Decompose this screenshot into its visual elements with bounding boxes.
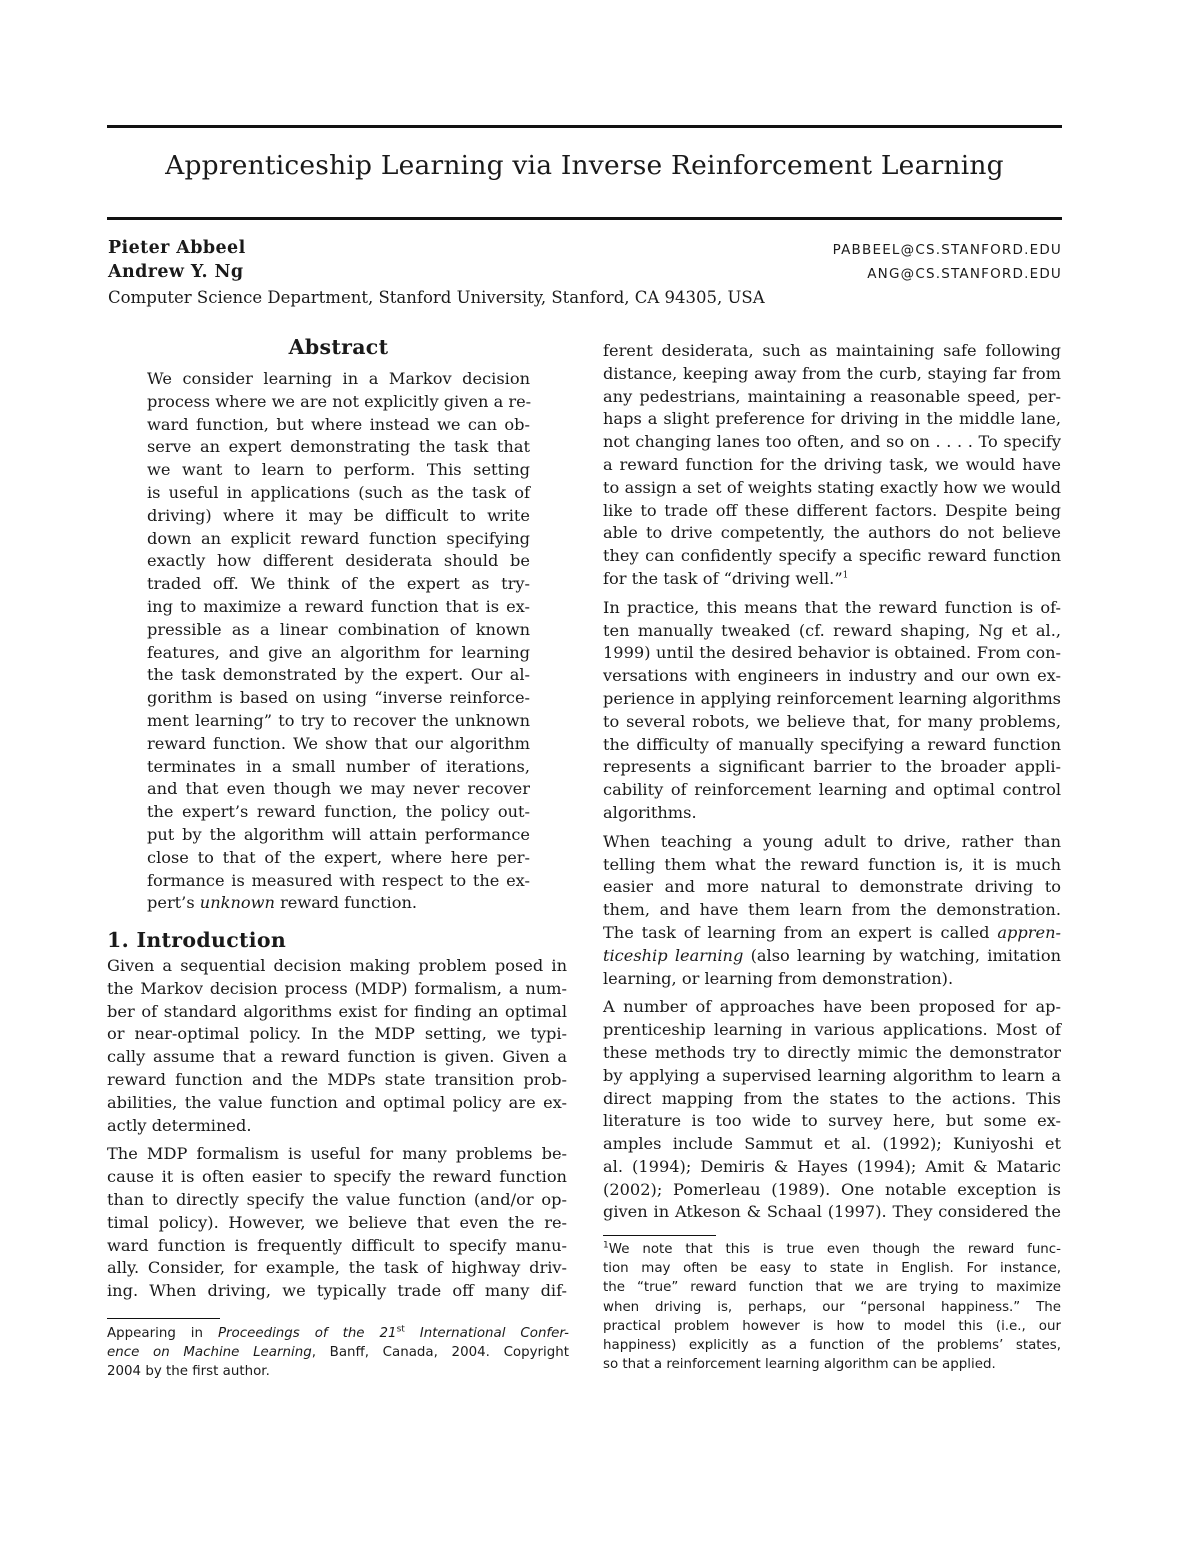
text-line: practical problem however is how to model this (i.e., our xyxy=(603,1318,1061,1334)
abstract-last-line xyxy=(147,892,530,915)
text-run: , Banff, Canada, 2004. Copyright xyxy=(311,1345,569,1361)
paragraph-line xyxy=(603,945,1061,968)
text-line: down an explicit reward function specifying xyxy=(147,528,530,548)
author-name: Pieter Abbeel xyxy=(108,238,246,258)
text-line: direct mapping from the states to the actions. This xyxy=(603,1088,1061,1108)
text-line: close to that of the expert, where here per- xyxy=(147,847,530,867)
text-line: ing. When driving, we typically trade off many dif- xyxy=(107,1281,567,1301)
text-line: prenticeship learning in various applications. Most of xyxy=(603,1020,1061,1040)
text-line: ment learning” to try to recover the unknown xyxy=(147,710,530,730)
text-line: traded off. We think of the expert as try- xyxy=(147,574,530,594)
footnote-marker: 1 xyxy=(603,1240,609,1251)
paragraph-line: learning, or learning from demonstration). xyxy=(603,968,954,988)
text-line: not changing lanes too often, and so on . . . . To specify xyxy=(603,432,1061,452)
footnote-line xyxy=(107,1343,569,1362)
text-run: pert’s xyxy=(147,893,200,913)
right-column xyxy=(603,340,1061,1224)
paragraph xyxy=(603,340,1061,568)
text-line: process where we are not explicitly given a re- xyxy=(147,391,532,411)
abstract-body xyxy=(147,368,530,892)
italic-run: ticeship learning xyxy=(603,945,744,965)
footnote-marker[interactable]: 1 xyxy=(842,570,849,581)
text-line: so that a reinforcement learning algorithm can be applied. xyxy=(603,1357,996,1373)
footnote-appearing-in xyxy=(107,1324,569,1382)
text-line: put by the algorithm will attain performance xyxy=(147,824,530,844)
text-line: represents a significant barrier to the broader appli- xyxy=(603,757,1061,777)
text-line: telling them what the reward function is, it is much xyxy=(603,854,1061,874)
author-email: ANG@CS.STANFORD.EDU xyxy=(867,266,1062,282)
superscript: st xyxy=(396,1324,405,1335)
text-line: reward function. We show that our algorithm xyxy=(147,733,530,753)
paragraph xyxy=(603,996,1061,1224)
text-line: when driving is, perhaps, our “personal happiness.” The xyxy=(603,1299,1061,1315)
text-line: versations with engineers in industry and our own ex- xyxy=(603,666,1061,686)
footnote-lines xyxy=(603,1240,1061,1374)
text-line: actly determined. xyxy=(107,1115,252,1135)
text-line: The task of learning from an expert is called appren- xyxy=(603,922,1061,942)
text-run: Appearing in xyxy=(107,1326,218,1341)
text-line: they can confidently specify a specific reward function xyxy=(603,546,1061,566)
footnote-rule xyxy=(107,1318,220,1319)
text-line: and that even though we may never recover xyxy=(147,779,530,799)
text-line: ferent desiderata, such as maintaining safe following xyxy=(603,341,1061,360)
text-line: ward function, but where instead we can ob- xyxy=(147,414,530,434)
text-line: ing to maximize a reward function that is ex- xyxy=(147,596,530,616)
footnote-1 xyxy=(603,1240,1061,1374)
text-line: Given a sequential decision making problem posed in xyxy=(107,956,567,975)
text-line: we want to learn to perform. This setting xyxy=(147,460,530,480)
text-line: ally. Consider, for example, the task of highway driv- xyxy=(107,1258,567,1278)
text-line: ber of standard algorithms exist for finding an optimal xyxy=(107,1001,567,1021)
text-line: gorithm is based on using “inverse reinforce- xyxy=(147,688,530,708)
text-line: a reward function for the driving task, we would have xyxy=(603,454,1061,474)
text-line: exactly how different desiderata should be xyxy=(147,551,530,571)
text-line: the task demonstrated by the expert. Our al- xyxy=(147,665,530,685)
text-line: easier and more natural to demonstrate driving to xyxy=(603,877,1061,897)
text-line: the “true” reward function that we are trying to maximize xyxy=(603,1280,1061,1296)
text-line: timal policy). However, we believe that even the re- xyxy=(107,1212,567,1232)
paragraph xyxy=(603,597,1061,825)
text-line: the expert’s reward function, the policy out- xyxy=(147,802,530,822)
text-line: or near-optimal policy. In the MDP setting, we typi- xyxy=(107,1024,567,1044)
text-line: the difficulty of manually specifying a reward function xyxy=(603,734,1061,754)
paper-title: Apprenticeship Learning via Inverse Reinforcement Learning xyxy=(165,150,1004,181)
footnote-line xyxy=(107,1324,569,1343)
affiliation: Computer Science Department, Stanford University, Stanford, CA 94305, USA xyxy=(108,288,765,307)
text-line: cability of reinforcement learning and optimal control xyxy=(603,780,1061,800)
footnote-rule xyxy=(603,1235,716,1236)
italic-run: Proceedings of the 21 xyxy=(217,1326,397,1341)
abstract-heading: Abstract xyxy=(288,335,389,359)
text-line: tion may often be easy to state in English. For instance, xyxy=(603,1261,1061,1277)
author-name: Andrew Y. Ng xyxy=(108,262,244,282)
text-line: able to drive competently, the authors do not believe xyxy=(603,523,1061,543)
text-line: literature is too wide to survey here, but some ex- xyxy=(603,1111,1061,1131)
text-line: serve an expert demonstrating the task that xyxy=(147,437,530,457)
text-line: cause it is often easier to specify the reward function xyxy=(107,1167,567,1187)
italic-run: unknown xyxy=(199,893,275,913)
paragraph xyxy=(603,831,1061,991)
text-run: reward function. xyxy=(274,893,418,913)
text-run: (also learning by watching, imitation xyxy=(743,945,1061,965)
text-line: any pedestrians, maintaining a reasonable speed, per- xyxy=(603,386,1061,406)
text-line: distance, keeping away from the curb, staying far from xyxy=(603,363,1061,383)
text-line: In practice, this means that the reward function is of- xyxy=(603,597,1061,617)
paragraph-lines xyxy=(603,831,1061,945)
text-line: to several robots, we believe that, for many problems, xyxy=(603,711,1061,731)
text-line: pressible as a linear combination of known xyxy=(147,619,530,639)
author-email: PABBEEL@CS.STANFORD.EDU xyxy=(832,242,1062,258)
text-line: A number of approaches have been proposed for ap- xyxy=(603,997,1061,1017)
title-top-rule xyxy=(107,125,1062,128)
italic-run: ence on Machine Learning xyxy=(107,1345,312,1361)
text-line: reward function and the MDPs state transition prob- xyxy=(107,1069,567,1089)
text-line: cally assume that a reward function is given. Given a xyxy=(107,1047,567,1067)
text-line: (2002); Pomerleau (1989). One notable exception is xyxy=(603,1179,1061,1199)
text-line: to assign a set of weights stating exactly how we would xyxy=(603,477,1061,497)
text-line: the Markov decision process (MDP) formalism, a num- xyxy=(107,978,567,998)
text-line: happiness) explicitly as a function of the problems’ states, xyxy=(603,1338,1061,1354)
text-line: ward function is frequently difficult to specify manu- xyxy=(107,1235,567,1255)
introduction-section xyxy=(107,925,567,1303)
title-bottom-rule xyxy=(107,217,1062,220)
text-line: 1999) until the desired behavior is obtained. From con- xyxy=(603,643,1061,663)
text-line: amples include Sammut et al. (1992); Kuniyoshi et xyxy=(603,1134,1061,1154)
text-line: perience in applying reinforcement learning algorithms xyxy=(603,688,1061,708)
italic-run: appren- xyxy=(997,922,1061,942)
text-line: given in Atkeson & Schaal (1997). They considered the xyxy=(603,1202,1061,1222)
text-line: ten manually tweaked (cf. reward shaping, Ng et al., xyxy=(603,620,1061,640)
text-line: abilities, the value function and optimal policy are ex- xyxy=(107,1092,567,1112)
text-line: is useful in applications (such as the task of xyxy=(147,482,530,502)
footnote-line: 2004 by the first author. xyxy=(107,1364,270,1380)
section-heading: 1. Introduction xyxy=(107,928,287,952)
text-line: like to trade off these different factors. Despite being xyxy=(603,500,1061,520)
text-line: $^1$We note that this is true even though the reward func- xyxy=(603,1240,1061,1257)
text-line: The MDP formalism is useful for many problems be- xyxy=(107,1144,567,1164)
text-line: formance is measured with respect to the ex- xyxy=(147,870,530,890)
italic-run: International Confer- xyxy=(404,1326,569,1341)
text-line: We consider learning in a Markov decision xyxy=(147,369,530,388)
text-line: by applying a supervised learning algorithm to learn a xyxy=(603,1065,1061,1085)
paragraph-last-line xyxy=(603,568,1061,591)
text-line: driving) where it may be difficult to write xyxy=(147,505,530,525)
text-line: al. (1994); Demiris & Hayes (1994); Amit & Mataric xyxy=(603,1156,1061,1176)
text-line: these methods try to directly mimic the demonstrator xyxy=(603,1042,1061,1062)
text-line: algorithms. xyxy=(603,802,697,822)
text-run: for the task of “driving well.” xyxy=(603,568,843,588)
abstract xyxy=(147,334,530,915)
text-line: them, and have them learn from the demonstration. xyxy=(603,900,1061,920)
paragraph xyxy=(107,1143,567,1303)
text-line: features, and give an algorithm for learning xyxy=(147,642,530,662)
text-line: terminates in a small number of iterations, xyxy=(147,756,530,776)
text-line: When teaching a young adult to drive, rather than xyxy=(603,831,1061,851)
text-line: than to directly specify the value function (and/or op- xyxy=(107,1189,567,1209)
paragraph xyxy=(107,955,567,1137)
text-line: haps a slight preference for driving in the middle lane, xyxy=(603,409,1061,429)
